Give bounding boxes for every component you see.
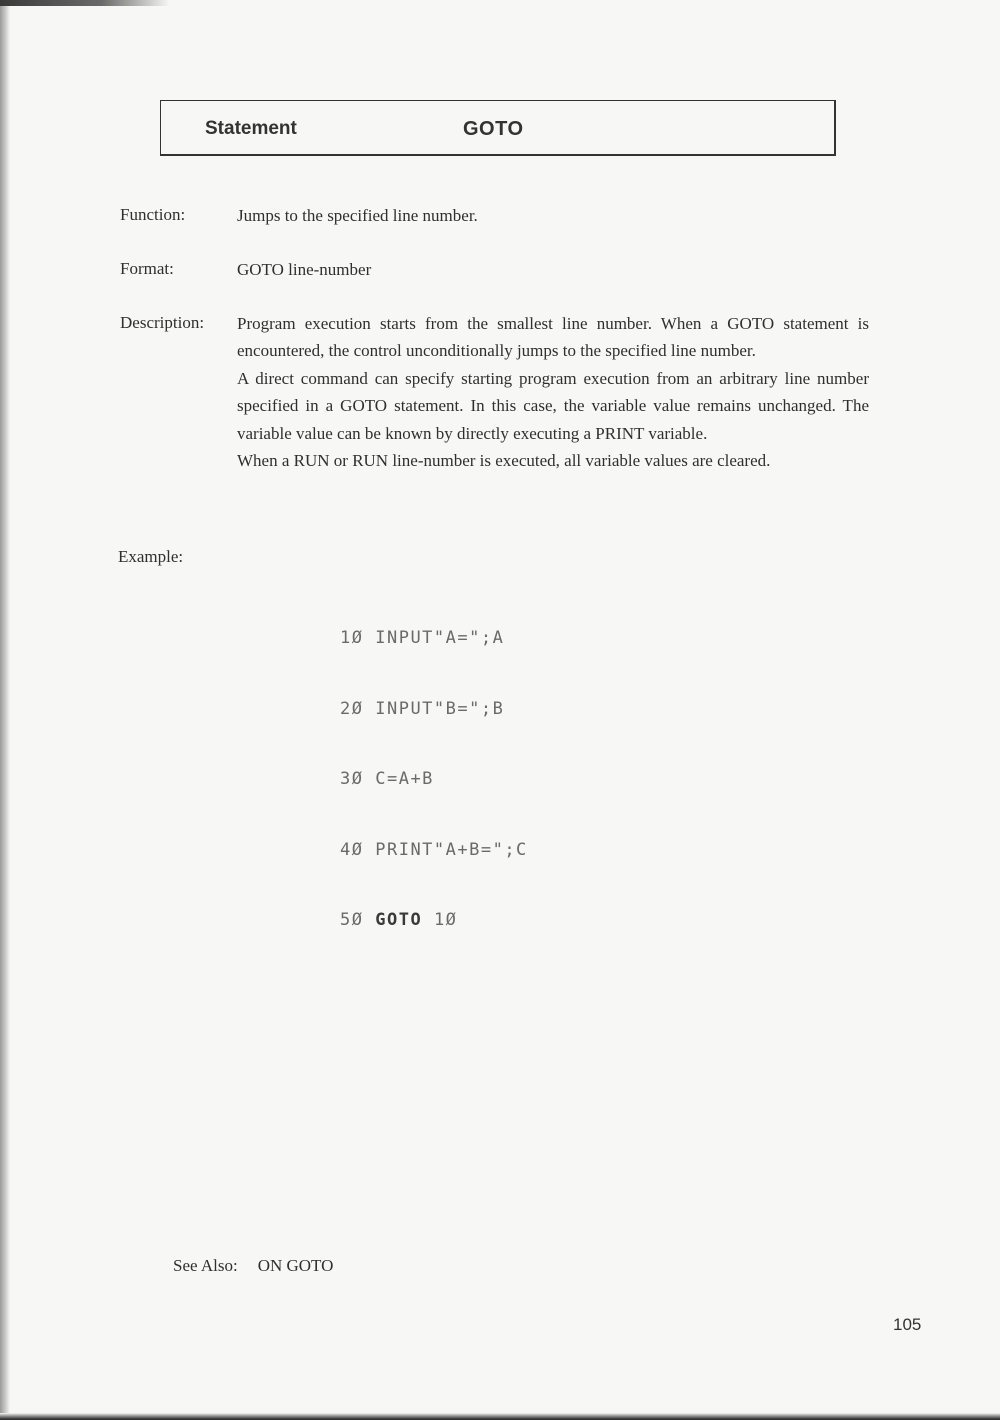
description-paragraph-3: When a RUN or RUN line-number is executed, all variable values are cleared. (237, 451, 771, 471)
page-binding-shadow (0, 0, 10, 1420)
code-line (340, 627, 528, 651)
line-number: 3Ø (340, 769, 364, 789)
code-text: C=A+B (375, 769, 434, 789)
page-number: 105 (893, 1315, 922, 1334)
statement-keyword: GOTO (463, 118, 524, 140)
page-top-edge-shadow (0, 0, 170, 6)
example-code-block (340, 580, 528, 956)
description-label: Description: (120, 313, 205, 332)
statement-header-box (160, 100, 836, 156)
line-number: 4Ø (340, 839, 364, 860)
code-line (340, 698, 528, 722)
format-text: GOTO line-number (237, 260, 372, 279)
code-line (340, 768, 528, 792)
format-label: Format: (120, 259, 174, 278)
code-text: INPUT"A=";A (375, 628, 505, 648)
line-number: 5Ø (340, 910, 364, 930)
code-text: 1Ø (433, 910, 458, 930)
description-paragraph-2: A direct command can specify starting program execution from an arbitrary line number specified in a GOTO statement. In this case, the variable value remains unchanged. The variable value can be known by directly executing a PRINT variable. (237, 368, 869, 443)
code-keyword: GOTO (375, 910, 423, 930)
description-body (237, 310, 869, 474)
function-text: Jumps to the specified line number. (237, 206, 478, 225)
line-number: 2Ø (340, 698, 364, 719)
description-paragraph-1: Program execution starts from the smallest line number. When a GOTO statement is encountered, the control unconditionally jumps to the specified line number. (237, 314, 869, 361)
statement-label: Statement (205, 118, 297, 139)
see-also-label: See Also: (173, 1256, 238, 1275)
page-bottom-edge-shadow (0, 1413, 1000, 1420)
line-number: 1Ø (340, 628, 364, 648)
example-label: Example: (118, 547, 184, 566)
code-text: PRINT"A+B=";C (375, 839, 528, 860)
function-label: Function: (120, 205, 186, 224)
code-text: INPUT"B=";B (375, 698, 505, 719)
see-also-reference: ON GOTO (257, 1256, 334, 1275)
see-also (173, 1256, 333, 1276)
code-line (340, 909, 528, 933)
code-line (340, 839, 528, 863)
